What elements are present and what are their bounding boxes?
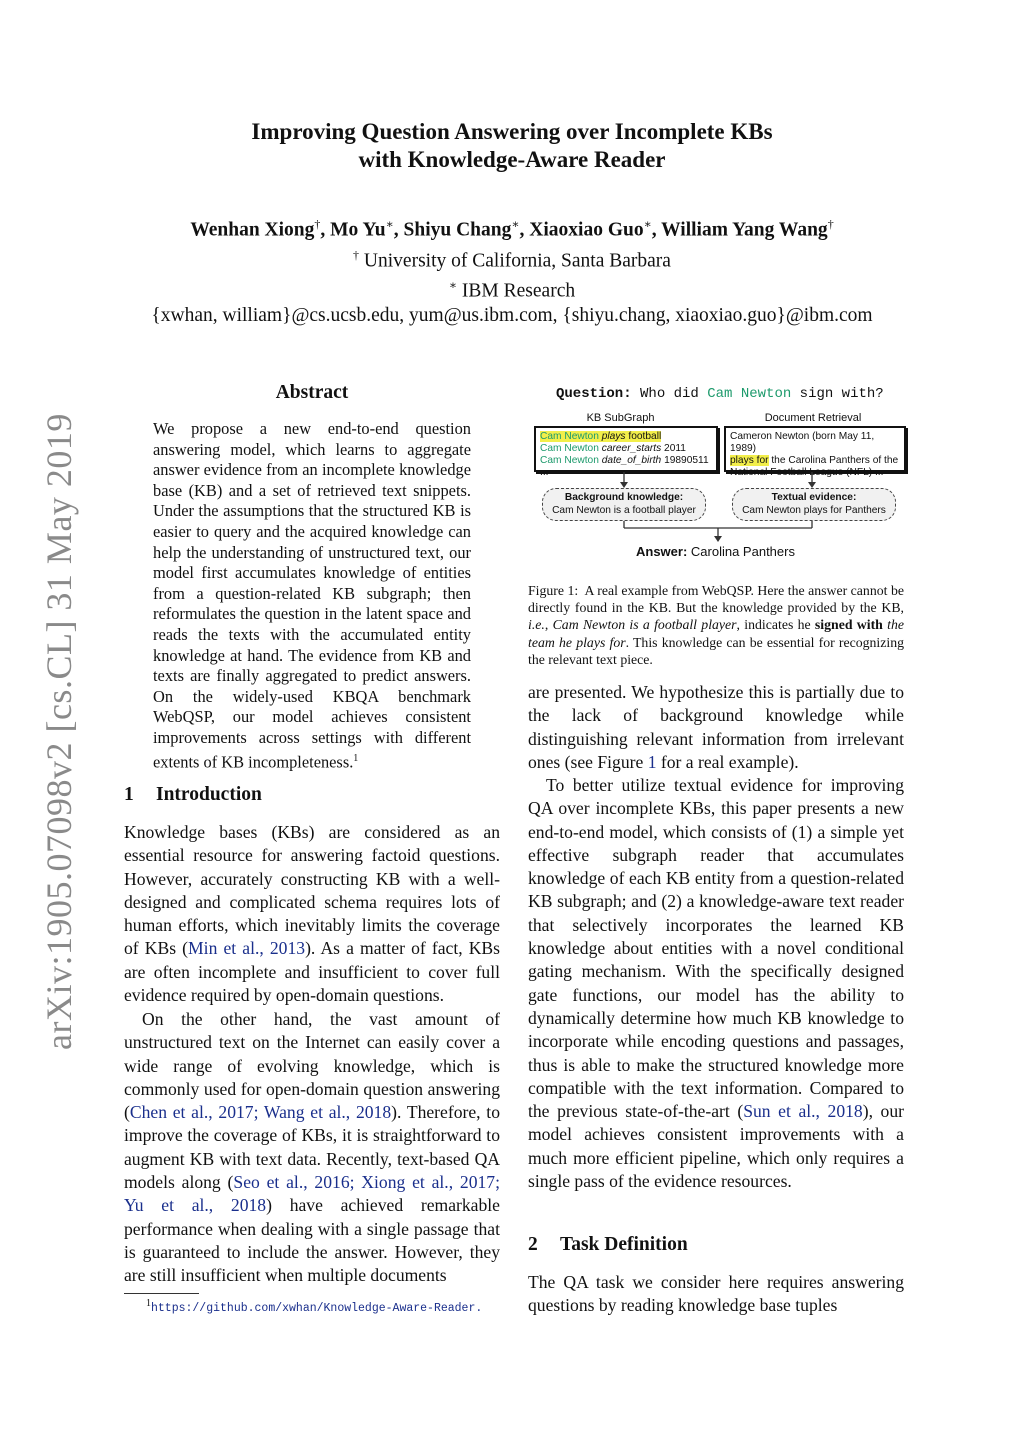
- figure-ref-link[interactable]: 1: [647, 751, 657, 772]
- doc-retrieval-label: Document Retrieval: [764, 412, 862, 424]
- arxiv-stamp: arXiv:1905.07098v2 [cs.CL] 31 May 2019: [39, 413, 79, 1050]
- author-mark: †: [827, 217, 834, 231]
- right-paragraph-2: To better utilize textual evidence for improving QA over incomplete KBs, this paper presents a new end-to-end model, which consists of (1) a simple yet effective subgraph reader that accumulates knowledge of each KB entity from a question-related KB subgraph; and (2) a knowledge-aware text reader that selectively incorporates the learned KB knowledge about entities with a novel conditional gating mechanism. With the specifically designed gate functions, our model has the ability to dynamically determine how much KB knowledge to incorporate while encoding questions and passages, thus is able to make the structured knowledge more compatible with the text information. Compared to the previous state-of-the-art (Sun et al., 2018), our model achieves consistent improvements with a much more efficient pipeline, which only requires a single pass of the evidence resources.: [528, 775, 905, 1192]
- figure-caption: Figure 1: A real example from WebQSP. Here the answer cannot be directly found in the KB. But the knowledge provided by the KB, i.e., Cam Newton is a football player, indicates he signed with the team he plays for. This knowledge can be essential for recognizing the relevant text piece.: [528, 583, 905, 667]
- kb-row: Cam Newton career_starts 2011: [540, 443, 686, 454]
- affiliation-ibm: ∗ IBM Research: [448, 278, 576, 302]
- figure-question: Question: Who did Cam Newton sign with?: [556, 386, 884, 402]
- citation-link[interactable]: Min et al., 2013: [188, 938, 306, 959]
- author-name: Wenhan Xiong: [190, 219, 315, 241]
- intro-paragraph-1: Knowledge bases (KBs) are considered as an essential resource for answering factoid questions. However, accurately constructing KB with a well-designed and complicated schema requires lots of human efforts, which inevitably limits the coverage of KBs (Min et al., 2013). As a matter of fact, KBs are often incomplete and insufficient to cover full evidence required by open-domain questions.: [124, 822, 500, 1006]
- author-block: [0, 212, 1024, 328]
- footnote: $^1$https://github.com/xwhan/Knowledge-Aware-Reader.: [146, 1298, 483, 1315]
- github-link[interactable]: https://github.com/xwhan/Knowledge-Aware-Reader: [151, 1301, 476, 1315]
- title-line-2: with Knowledge-Aware Reader: [358, 147, 666, 172]
- task-definition-heading: 2 Task Definition: [528, 1234, 688, 1255]
- citation-link[interactable]: Seo et al., 2016; Xiong et al., 2017; Yu et al., 2018: [124, 1172, 500, 1216]
- task-paragraph-1: The QA task we consider here requires answering questions by reading knowledge base tuples: [528, 1272, 904, 1316]
- background-knowledge-box: Background knowledge: Cam Newton is a football player: [542, 488, 706, 521]
- figure-1: [528, 382, 908, 567]
- citation-link[interactable]: Sun et al., 2018: [743, 1101, 863, 1122]
- author-name: William Yang Wang: [661, 219, 828, 241]
- abstract-heading: Abstract: [275, 382, 349, 403]
- author-mark: ∗: [385, 217, 394, 231]
- author-list: Wenhan Xiong†, Mo Yu∗, Shiyu Chang∗, Xiaoxiao Guo∗, William Yang Wang†: [190, 217, 834, 241]
- author-name: Shiyu Chang: [403, 219, 512, 241]
- kb-subgraph-label: KB SubGraph: [586, 412, 655, 424]
- kb-row: Cam Newton plays football: [540, 431, 662, 442]
- figure-arrows: [528, 382, 908, 567]
- author-mark: †: [314, 217, 321, 231]
- abstract-text: We propose a new end-to-end question answering model, which learns to aggregate answer evidence from an incomplete knowledge base (KB) and a set of retrieved text snippets. Under the assumptions that the structured KB is easier to query and the acquired knowledge can help the understanding of unstructured text, our model first accumulates knowledge of entities from a question-related KB subgraph; then reformulates the question in the latent space and reads the texts with the accumulated entity knowledge at hand. The evidence from KB and texts are finally aggregated to predict answers. On the widely-used KBQA benchmark WebQSP, our model achieves consistent improvements across settings with different extents of KB incompleteness.$^1$: [153, 419, 471, 771]
- kb-row: Cam Newton date_of_birth 19890511 ...: [540, 455, 709, 478]
- figure-answer: Answer: Carolina Panthers: [636, 544, 795, 559]
- footnote-rule: [124, 1293, 199, 1294]
- document-box: Cameron Newton (born May 11, 1989) plays for the Carolina Panthers of the National Football League (NFL) ...: [724, 426, 906, 472]
- citation-link[interactable]: Chen et al., 2017; Wang et al., 2018: [129, 1102, 392, 1123]
- right-paragraph-1: are presented. We hypothesize this is partially due to the lack of background knowledge while distinguishing relevant information from irrelevant ones (see Figure 1 for a real example).: [528, 682, 904, 772]
- author-mark: ∗: [511, 217, 520, 231]
- footnote-ref[interactable]: 1: [353, 752, 359, 764]
- author-mark: ∗: [643, 217, 652, 231]
- textual-evidence-box: Textual evidence: Cam Newton plays for Panthers: [732, 488, 896, 521]
- title-line-1: Improving Question Answering over Incomplete KBs: [251, 119, 773, 144]
- author-name: Mo Yu: [330, 219, 386, 241]
- affiliation-ucsb: † University of California, Santa Barbara: [353, 247, 671, 271]
- author-name: Xiaoxiao Guo: [529, 219, 644, 241]
- paper-title: [0, 118, 1024, 174]
- author-emails: {xwhan, william}@cs.ucsb.edu, yum@us.ibm.com, {shiyu.chang, xiaoxiao.guo}@ibm.com: [151, 304, 873, 326]
- intro-paragraph-2: On the other hand, the vast amount of unstructured text on the Internet can easily cover a wide range of evolving knowledge, which is commonly used for open-domain question answering (Chen et al., 2017; Wang et al., 2018). Therefore, to improve the coverage of KBs, it is straightforward to augment KB with text data. Recently, text-based QA models along (Seo et al., 2016; Xiong et al., 2017; Yu et al., 2018) have achieved remarkable performance when dealing with a single passage that is guaranteed to include the answer. However, they are still insufficient when multiple documents: [124, 1009, 500, 1286]
- intro-heading: 1 Introduction: [124, 784, 262, 805]
